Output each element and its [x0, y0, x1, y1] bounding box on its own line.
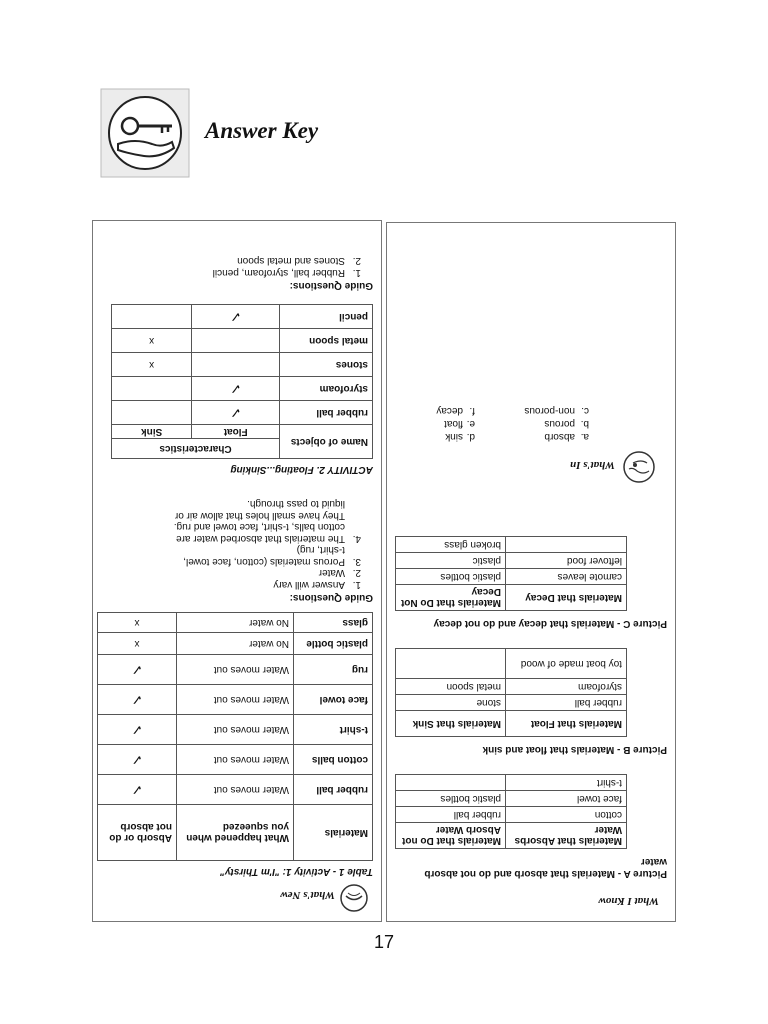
table-row: toy boat made of wood	[396, 649, 627, 679]
material-cell: t-shirt	[294, 715, 373, 745]
picture-a-title: Picture A - Materials that absorb and do not absorb water	[424, 856, 667, 879]
sink-cell: x	[112, 329, 192, 353]
picture-b-table	[395, 648, 627, 737]
happened-cell: Water moves out	[177, 745, 294, 775]
table-row: cotton rubber ball	[396, 807, 627, 823]
object-cell: rubber ball	[280, 401, 373, 425]
table-row	[112, 401, 373, 425]
col-float: Float	[192, 425, 280, 439]
picture-c-title: Picture C - Materials that decay and do not decay	[433, 618, 667, 629]
material-cell: rug	[294, 655, 373, 685]
hands-icon	[339, 883, 369, 913]
page-title: Answer Key	[205, 118, 319, 143]
sink-cell	[112, 401, 192, 425]
float-cell: ✓	[192, 377, 280, 401]
table-row	[98, 685, 373, 715]
activity2-title: ACTIVITY 2. Floating...Sinking	[230, 464, 373, 475]
table-row: camote leaves plastic bottles	[396, 569, 627, 585]
table-row: t-shirt	[396, 775, 627, 791]
material-cell: rubber ball	[294, 775, 373, 805]
what-i-know-heading: What I Know	[598, 895, 659, 907]
float-cell: ✓	[192, 305, 280, 329]
material-cell: glass	[294, 613, 373, 633]
col-name-of-objects: Name of objects	[280, 425, 373, 459]
table-row	[98, 633, 373, 655]
table-row: leftover food plastic	[396, 553, 627, 569]
col-happened: What happened when you squeezed	[177, 805, 294, 861]
picture-c-table	[395, 536, 627, 611]
object-cell: pencil	[280, 305, 373, 329]
whats-new-heading: What's New	[280, 889, 335, 901]
table-row	[112, 377, 373, 401]
material-cell: face towel	[294, 685, 373, 715]
happened-cell: Water moves out	[177, 655, 294, 685]
check-mark: ✓	[98, 685, 177, 715]
sink-cell: x	[112, 353, 192, 377]
table-row: face towel plastic bottles	[396, 791, 627, 807]
picture-a-table	[395, 774, 627, 849]
whats-in-answers: a.absorbd.sink b.porouse.float c.non-porousf.decay	[436, 405, 589, 442]
activity2-table	[111, 304, 373, 459]
table-row: broken glass	[396, 537, 627, 553]
object-cell: styrofoam	[280, 377, 373, 401]
check-mark: ✓	[98, 745, 177, 775]
object-cell: metal spoon	[280, 329, 373, 353]
happened-cell: Water moves out	[177, 715, 294, 745]
table-row	[98, 775, 373, 805]
col-sink: Materials that Sink	[396, 711, 506, 737]
happened-cell: No water	[177, 613, 294, 633]
material-cell: plastic bottle	[294, 633, 373, 655]
col-sink: Sink	[112, 425, 192, 439]
happened-cell: Water moves out	[177, 685, 294, 715]
guide1-list: 1.Answer will vary 2.Water 3.Porous materials (cotton, face towel, t-shirt, rug) 4.The materials that absorbed water are cotton balls, t-shirt, face towel and rug. They have small holes that allow air or liquid to pass through.	[173, 498, 361, 590]
col-decay: Materials that Decay	[506, 585, 627, 611]
table-row: styrofoam metal spoon	[396, 679, 627, 695]
col-absorb: Absorb or do not absorb	[98, 805, 177, 861]
table-row: rubber ball stone	[396, 695, 627, 711]
page-number: 17	[373, 932, 395, 952]
key-hand-logo-icon	[100, 88, 190, 178]
guide-questions-heading-2: Guide Questions:	[289, 280, 373, 291]
col-not-absorb: Materials that Do not Absorb Water	[396, 823, 506, 849]
guide2-list: 1.Rubber ball, styrofoam, pencil 2.Stones and metal spoon	[212, 255, 361, 278]
col-not-decay: Materials that Do Not Decay	[396, 585, 506, 611]
float-cell	[192, 329, 280, 353]
col-characteristics: Characteristics	[112, 439, 280, 459]
sink-cell	[112, 305, 192, 329]
guide-questions-heading: Guide Questions:	[289, 592, 373, 603]
table-row	[112, 329, 373, 353]
table-row	[98, 745, 373, 775]
x-mark: x	[98, 613, 177, 633]
check-mark: ✓	[98, 775, 177, 805]
table-row	[98, 655, 373, 685]
activity1-table	[97, 612, 373, 861]
float-cell	[192, 353, 280, 377]
object-cell: stones	[280, 353, 373, 377]
check-mark: ✓	[98, 655, 177, 685]
col-absorbs: Materials that Absorbs Water	[506, 823, 627, 849]
col-materials: Materials	[294, 805, 373, 861]
table-row	[112, 305, 373, 329]
col-float: Materials that Float	[506, 711, 627, 737]
whats-in-heading: What's In	[570, 459, 615, 471]
check-mark: ✓	[98, 715, 177, 745]
table-row	[112, 353, 373, 377]
happened-cell: Water moves out	[177, 775, 294, 805]
float-cell: ✓	[192, 401, 280, 425]
sink-cell	[112, 377, 192, 401]
happened-cell: No water	[177, 633, 294, 655]
table-row	[98, 715, 373, 745]
left-answer-panel	[92, 220, 382, 922]
x-mark: x	[98, 633, 177, 655]
material-cell: cotton balls	[294, 745, 373, 775]
table-row	[98, 613, 373, 633]
picture-b-title: Picture B - Materials that float and sink	[482, 744, 667, 755]
right-answer-panel	[386, 222, 676, 922]
table1-title: Table 1 - Activity 1: "I'm Thirsty"	[220, 866, 373, 877]
globe-icon	[621, 449, 657, 485]
